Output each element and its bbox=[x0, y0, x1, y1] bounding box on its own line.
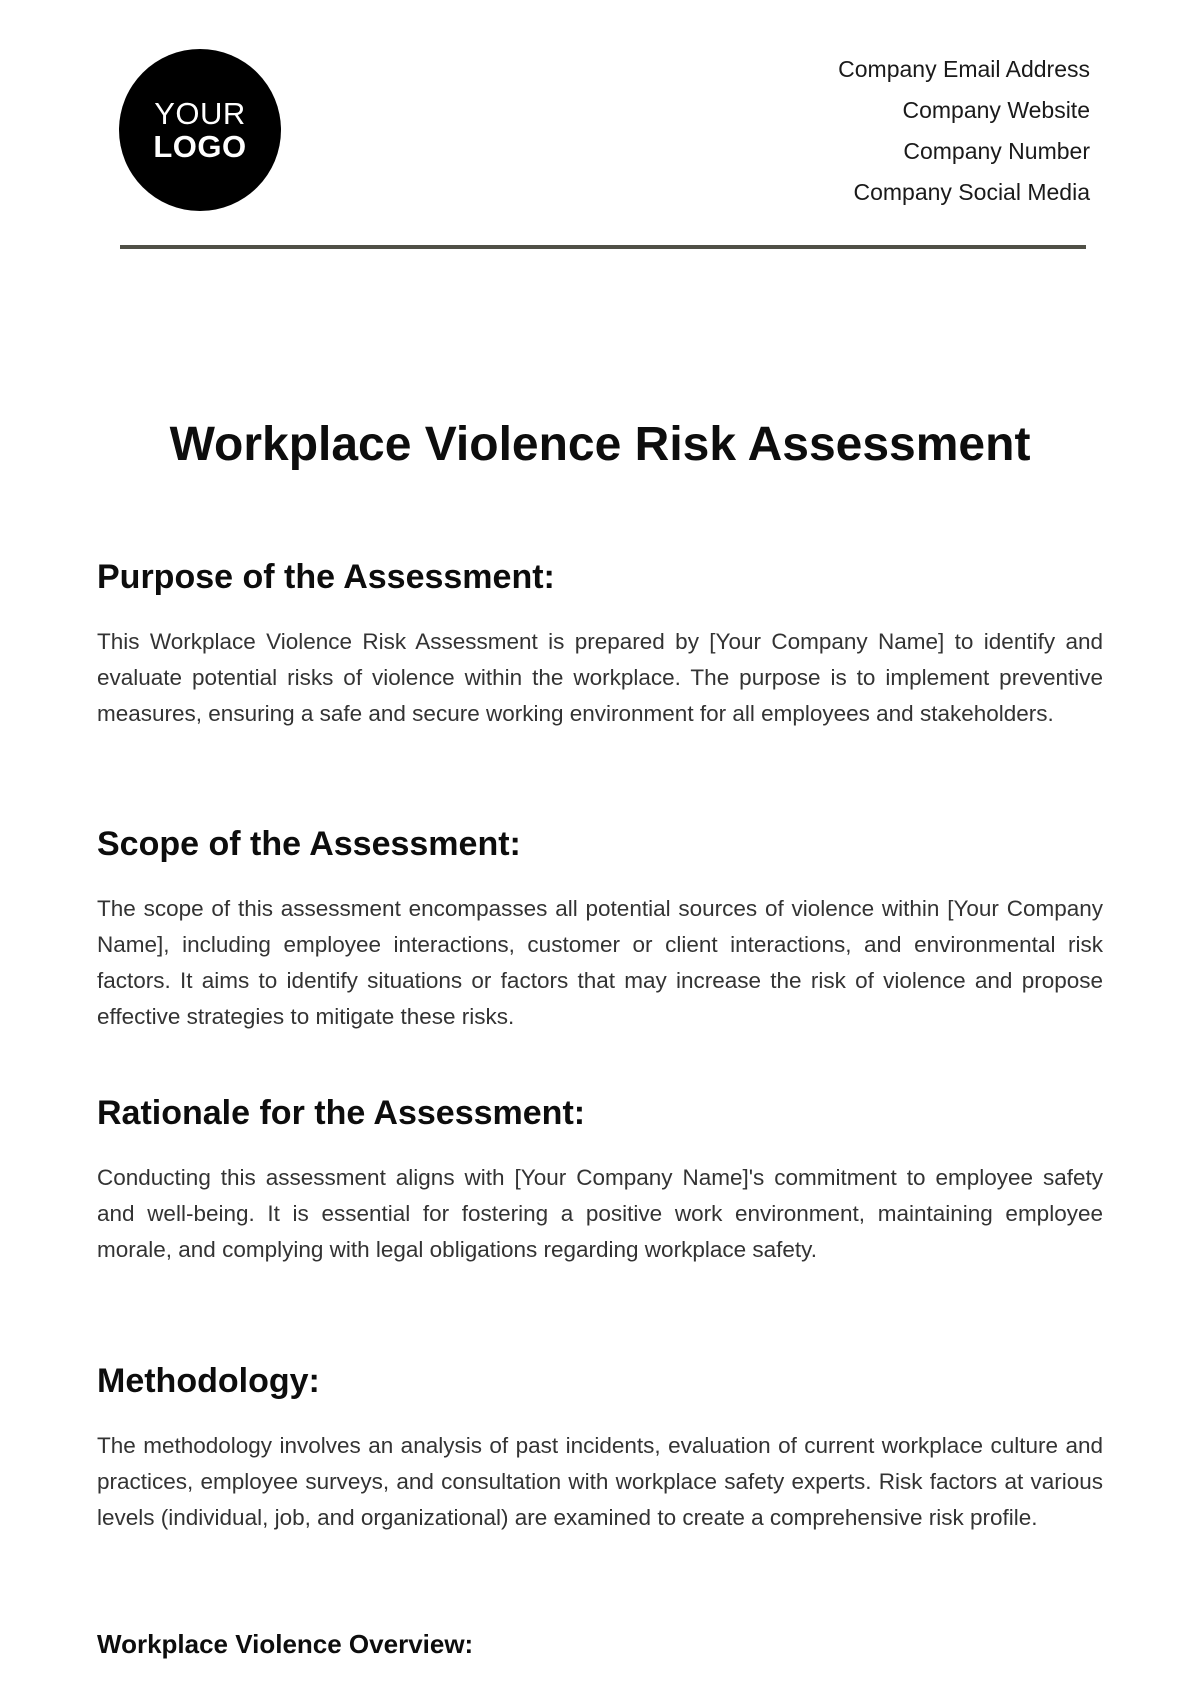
section-heading-rationale: Rationale for the Assessment: bbox=[97, 1094, 586, 1132]
section-heading-methodology: Methodology: bbox=[97, 1362, 320, 1400]
section-heading-scope: Scope of the Assessment: bbox=[97, 825, 521, 863]
section-body-rationale: Conducting this assessment aligns with [Your Company Name]'s commitment to employee safety and well-being. It is essential for fostering a positive work environment, maintaining employee morale, and complying with legal obligations regarding workplace safety. bbox=[97, 1165, 1103, 1262]
document-title: Workplace Violence Risk Assessment bbox=[169, 418, 1031, 471]
company-website: Company Website bbox=[902, 97, 1090, 123]
company-contact-block bbox=[838, 52, 1090, 216]
company-number: Company Number bbox=[903, 138, 1090, 164]
logo-line-1: YOUR bbox=[154, 96, 246, 131]
subheading-workplace-violence-overview: Workplace Violence Overview: bbox=[97, 1629, 474, 1659]
company-logo bbox=[119, 49, 281, 211]
header-divider bbox=[120, 245, 1086, 249]
company-email: Company Email Address bbox=[838, 56, 1090, 82]
section-body-methodology: The methodology involves an analysis of past incidents, evaluation of current workplace culture and practices, employee surveys, and consultation with workplace safety experts. Risk factors at various levels (individual, job, and organizational) are examined to create a comprehensive risk profile. bbox=[97, 1433, 1103, 1530]
section-body-scope: The scope of this assessment encompasses all potential sources of violence within [Your Company Name], including employee interactions, customer or client interactions, and environmental risk factors. It aims to identify situations or factors that may increase the risk of violence and propose effective strategies to mitigate these risks. bbox=[97, 896, 1103, 1029]
section-heading-purpose: Purpose of the Assessment: bbox=[97, 558, 555, 596]
company-social-media: Company Social Media bbox=[853, 179, 1090, 205]
logo-line-2: LOGO bbox=[153, 129, 247, 164]
section-body-purpose: This Workplace Violence Risk Assessment is prepared by [Your Company Name] to identify and evaluate potential risks of violence within the workplace. The purpose is to implement preventive measures, ensuring a safe and secure working environment for all employees and stakeholders. bbox=[97, 629, 1103, 726]
